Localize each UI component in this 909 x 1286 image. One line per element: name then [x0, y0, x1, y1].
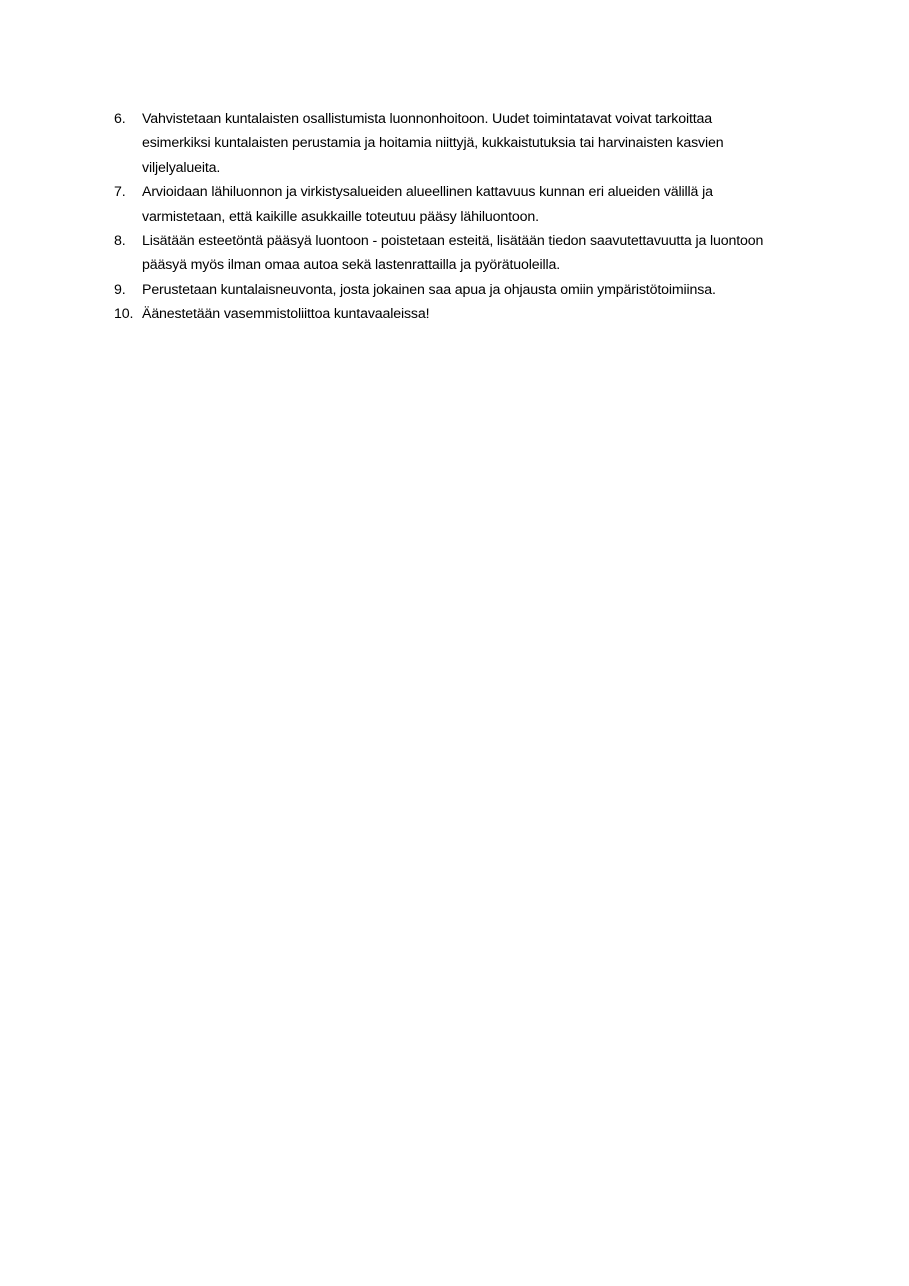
list-item-number: 10.	[114, 306, 134, 323]
list-item-text	[142, 278, 814, 302]
list-item-line: viljelyalueita.	[142, 159, 221, 176]
list-item-text	[142, 180, 814, 229]
list-item-number: 7.	[114, 184, 126, 201]
numbered-list	[114, 107, 814, 327]
list-item-line: esimerkiksi kuntalaisten perustamia ja hoitamia niittyjä, kukkaistutuksia tai harvinaisten kasvien	[142, 135, 724, 152]
list-item	[114, 107, 814, 180]
list-item-line: Perustetaan kuntalaisneuvonta, josta jokainen saa apua ja ohjausta omiin ympäristötoimiinsa.	[142, 281, 716, 298]
list-item-text	[142, 229, 814, 278]
list-item	[114, 278, 814, 302]
list-item	[114, 302, 814, 326]
list-item-line: Arvioidaan lähiluonnon ja virkistysalueiden alueellinen kattavuus kunnan eri alueiden välillä ja	[142, 184, 713, 201]
list-item-number: 6.	[114, 111, 126, 127]
list-item-line: Äänestetään vasemmistoliittoa kuntavaaleissa!	[142, 306, 430, 323]
list-item	[114, 229, 814, 278]
list-item-text	[142, 302, 814, 326]
list-item-line: varmistetaan, että kaikille asukkaille toteutuu pääsy lähiluontoon.	[142, 208, 539, 225]
list-item-number: 8.	[114, 233, 126, 250]
list-item	[114, 180, 814, 229]
list-item-number: 9.	[114, 281, 126, 298]
list-item-line: Lisätään esteetöntä pääsyä luontoon - poistetaan esteitä, lisätään tiedon saavutettavuutta ja luontoon	[142, 233, 764, 250]
list-item-text	[142, 107, 814, 180]
list-item-line: Vahvistetaan kuntalaisten osallistumista luonnonhoitoon. Uudet toimintatavat voivat tarkoittaa	[142, 111, 713, 127]
list-item-line: pääsyä myös ilman omaa autoa sekä lastenrattailla ja pyörätuoleilla.	[142, 257, 561, 274]
